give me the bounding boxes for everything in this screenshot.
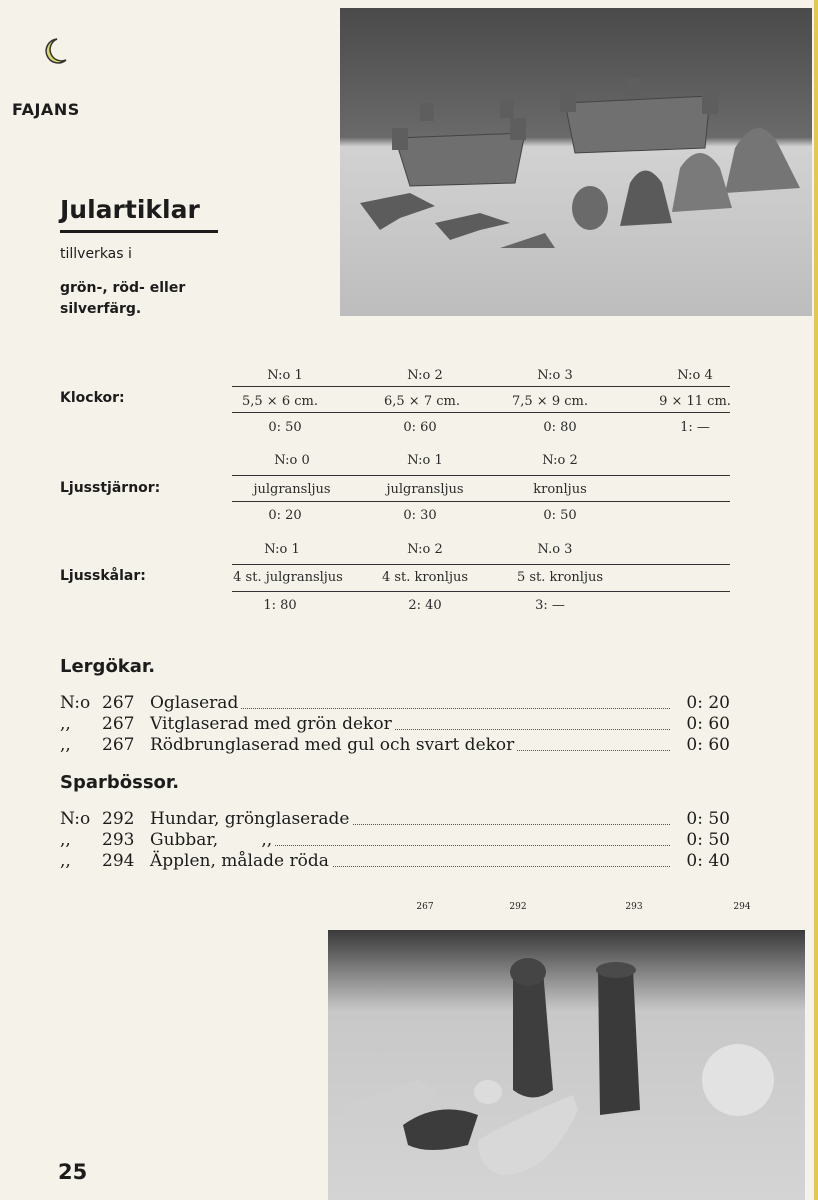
row-price: 0: 60	[681, 714, 730, 734]
price-row	[60, 851, 730, 873]
cuckoos-and-money-boxes-photo	[328, 930, 805, 1200]
ljusstjarna-size-1: julgransljus	[386, 482, 464, 497]
page-edge	[814, 0, 818, 1200]
ljusskal-price-3: 3: —	[535, 598, 565, 613]
row-price: 0: 50	[681, 809, 730, 829]
ljusstjarna-price-2: 0: 50	[543, 508, 577, 523]
row-description: Oglaserad	[150, 693, 241, 713]
row-prefix: ,,	[60, 714, 71, 734]
klocka-price-4: 1: —	[680, 420, 710, 435]
ljusstjarna-number-0: N:o 0	[274, 453, 310, 468]
row-description: Hundar, grönglaserade	[150, 809, 352, 829]
title-underline	[60, 230, 218, 233]
table-rule	[232, 564, 730, 565]
row-prefix: N:o	[60, 693, 91, 713]
table-rule	[232, 412, 730, 413]
klocka-size-4: 9 × 11 cm.	[659, 394, 731, 409]
category-klockor: Klockor:	[60, 390, 125, 406]
category-ljusskalar: Ljusskålar:	[60, 568, 146, 584]
row-description: Vitglaserad med grön dekor	[150, 714, 395, 734]
row-number: 294	[102, 851, 135, 871]
photo-caption: 292	[509, 902, 527, 912]
page-number: 25	[58, 1160, 88, 1184]
row-price: 0: 20	[681, 693, 730, 713]
section-title: FAJANS	[12, 100, 80, 119]
row-price: 0: 50	[681, 830, 730, 850]
klocka-size-3: 7,5 × 9 cm.	[512, 394, 588, 409]
row-description: Rödbrunglaserad med gul och svart dekor	[150, 735, 517, 755]
klocka-size-2: 6,5 × 7 cm.	[384, 394, 460, 409]
lergokar-heading: Lergökar.	[60, 656, 156, 677]
row-prefix: ,,	[60, 735, 71, 755]
table-rule	[232, 386, 730, 387]
ljusskal-size-1: 4 st. julgransljus	[233, 570, 343, 585]
row-description: Gubbar, ,,	[150, 830, 275, 850]
price-row	[60, 693, 730, 715]
klocka-price-1: 0: 50	[268, 420, 302, 435]
klocka-number-3: N:o 3	[537, 368, 573, 383]
price-row	[60, 830, 730, 852]
klocka-price-3: 0: 80	[543, 420, 577, 435]
ljusskal-number-1: N:o 1	[264, 542, 300, 557]
row-prefix: ,,	[60, 851, 71, 871]
ljusskal-number-2: N:o 2	[407, 542, 443, 557]
ljusstjarna-number-2: N:o 2	[542, 453, 578, 468]
klocka-price-2: 0: 60	[403, 420, 437, 435]
row-number: 293	[102, 830, 135, 850]
ljusskal-size-3: 5 st. kronljus	[516, 570, 604, 585]
price-row	[60, 735, 730, 757]
intro-line-2: grön-, röd- eller silverfärg.	[60, 280, 186, 317]
row-number: 267	[102, 735, 135, 755]
photo-caption: 293	[625, 902, 643, 912]
row-price: 0: 40	[681, 851, 730, 871]
table-rule	[232, 501, 730, 502]
page-title: Julartiklar	[60, 195, 200, 224]
sparbossor-heading: Sparbössor.	[60, 772, 180, 793]
intro-line-1: tillverkas i	[60, 246, 132, 262]
row-number: 267	[102, 714, 135, 734]
ljusstjarna-size-0: julgransljus	[253, 482, 331, 497]
row-number: 267	[102, 693, 135, 713]
row-prefix: ,,	[60, 830, 71, 850]
table-rule	[232, 475, 730, 476]
ljusstjarna-size-2: kronljus	[533, 482, 587, 497]
crescent-logo-icon	[42, 36, 68, 66]
row-number: 292	[102, 809, 135, 829]
klocka-number-2: N:o 2	[407, 368, 443, 383]
ljusstjarna-price-0: 0: 20	[268, 508, 302, 523]
photo-caption: 294	[733, 902, 751, 912]
ljusskal-size-2: 4 st. kronljus	[381, 570, 469, 585]
klocka-number-1: N:o 1	[267, 368, 303, 383]
christmas-items-photo	[340, 8, 812, 316]
table-rule	[232, 591, 730, 592]
category-ljusstjarnor: Ljusstjärnor:	[60, 480, 161, 496]
row-prefix: N:o	[60, 809, 91, 829]
ljusstjarna-number-1: N:o 1	[407, 453, 443, 468]
photo-caption: 267	[416, 902, 434, 912]
ljusskal-price-1: 1: 80	[263, 598, 297, 613]
ljusstjarna-price-1: 0: 30	[403, 508, 437, 523]
ljusskal-number-3: N.o 3	[537, 542, 573, 557]
price-row	[60, 714, 730, 736]
klocka-size-1: 5,5 × 6 cm.	[242, 394, 318, 409]
row-description: Äpplen, målade röda	[150, 851, 332, 871]
price-row	[60, 809, 730, 831]
klocka-number-4: N:o 4	[677, 368, 713, 383]
ljusskal-price-2: 2: 40	[408, 598, 442, 613]
row-price: 0: 60	[681, 735, 730, 755]
